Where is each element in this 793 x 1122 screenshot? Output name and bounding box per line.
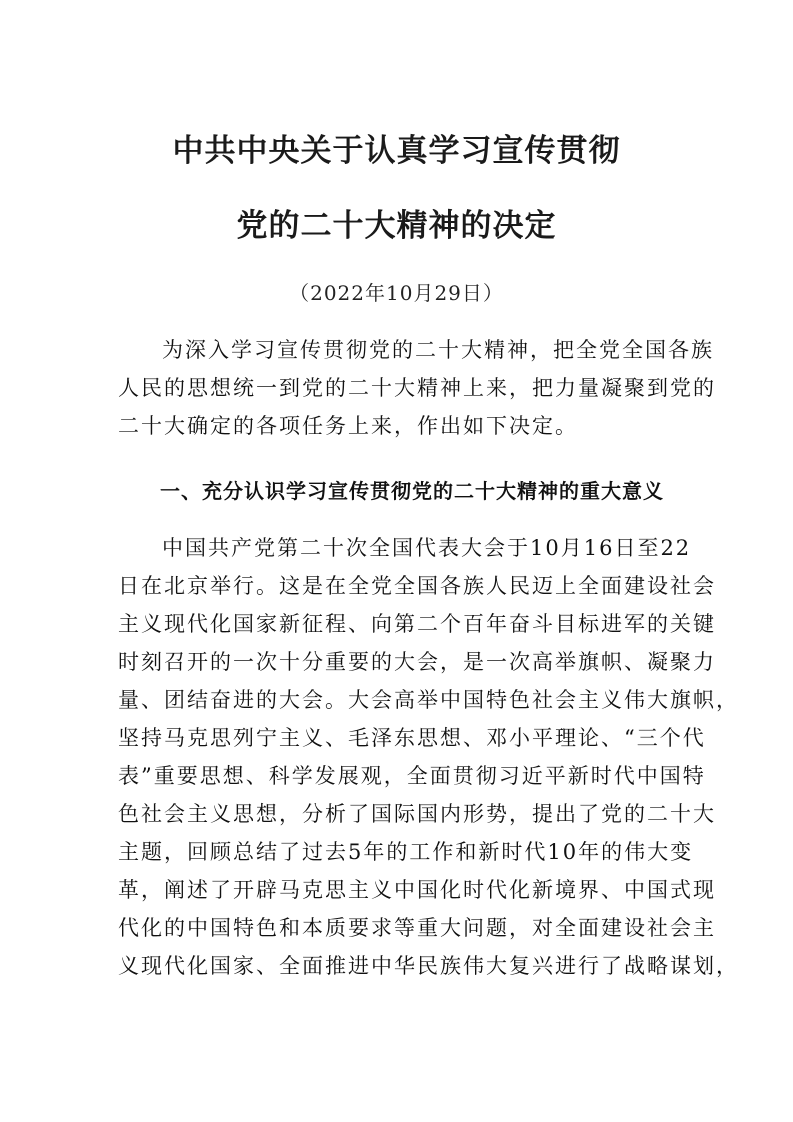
document-date: （2022年10月29日） [289, 281, 504, 305]
paragraph-line: 时刻召开的一次十分重要的大会，是一次高举旗帜、凝聚力 [118, 650, 716, 674]
section-heading: 一、充分认识学习宣传贯彻党的二十大精神的重大意义 [160, 479, 664, 503]
document-title-line-2: 党的二十大精神的决定 [236, 208, 557, 244]
paragraph-line: 日在北京举行。这是在全党全国各族人民迈上全面建设社会 [118, 574, 716, 598]
section-paragraph [118, 529, 739, 985]
paragraph-line: 色社会主义思想，分析了国际国内形势，提出了党的二十大 [118, 802, 716, 826]
paragraph-line: 代化的中国特色和本质要求等重大问题，对全面建设社会主 [118, 916, 716, 940]
paragraph-line: 中国共产党第二十次全国代表大会于10月16日至22 [162, 536, 692, 560]
paragraph-line: 主义现代化国家新征程、向第二个百年奋斗目标进军的关键 [118, 612, 716, 636]
paragraph-line: 坚持马克思列宁主义、毛泽东思想、邓小平理论、“三个代 [118, 726, 706, 750]
document-title-line-1: 中共中央关于认真学习宣传贯彻 [172, 133, 621, 169]
paragraph-line: 量、团结奋进的大会。大会高举中国特色社会主义伟大旗帜， [118, 688, 739, 712]
paragraph-line: 义现代化国家、全面推进中华民族伟大复兴进行了战略谋划， [118, 954, 739, 978]
intro-line: 二十大确定的各项任务上来，作出如下决定。 [118, 414, 578, 438]
paragraph-line: 革，阐述了开辟马克思主义中国化时代化新境界、中国式现 [118, 878, 716, 902]
intro-paragraph [118, 331, 716, 445]
paragraph-line: 主题，回顾总结了过去5年的工作和新时代10年的伟大变 [118, 840, 694, 864]
intro-line: 为深入学习宣传贯彻党的二十大精神，把全党全国各族 [162, 338, 714, 362]
intro-line: 人民的思想统一到党的二十大精神上来，把力量凝聚到党的 [118, 376, 716, 400]
paragraph-line: 表”重要思想、科学发展观，全面贯彻习近平新时代中国特 [118, 764, 706, 788]
